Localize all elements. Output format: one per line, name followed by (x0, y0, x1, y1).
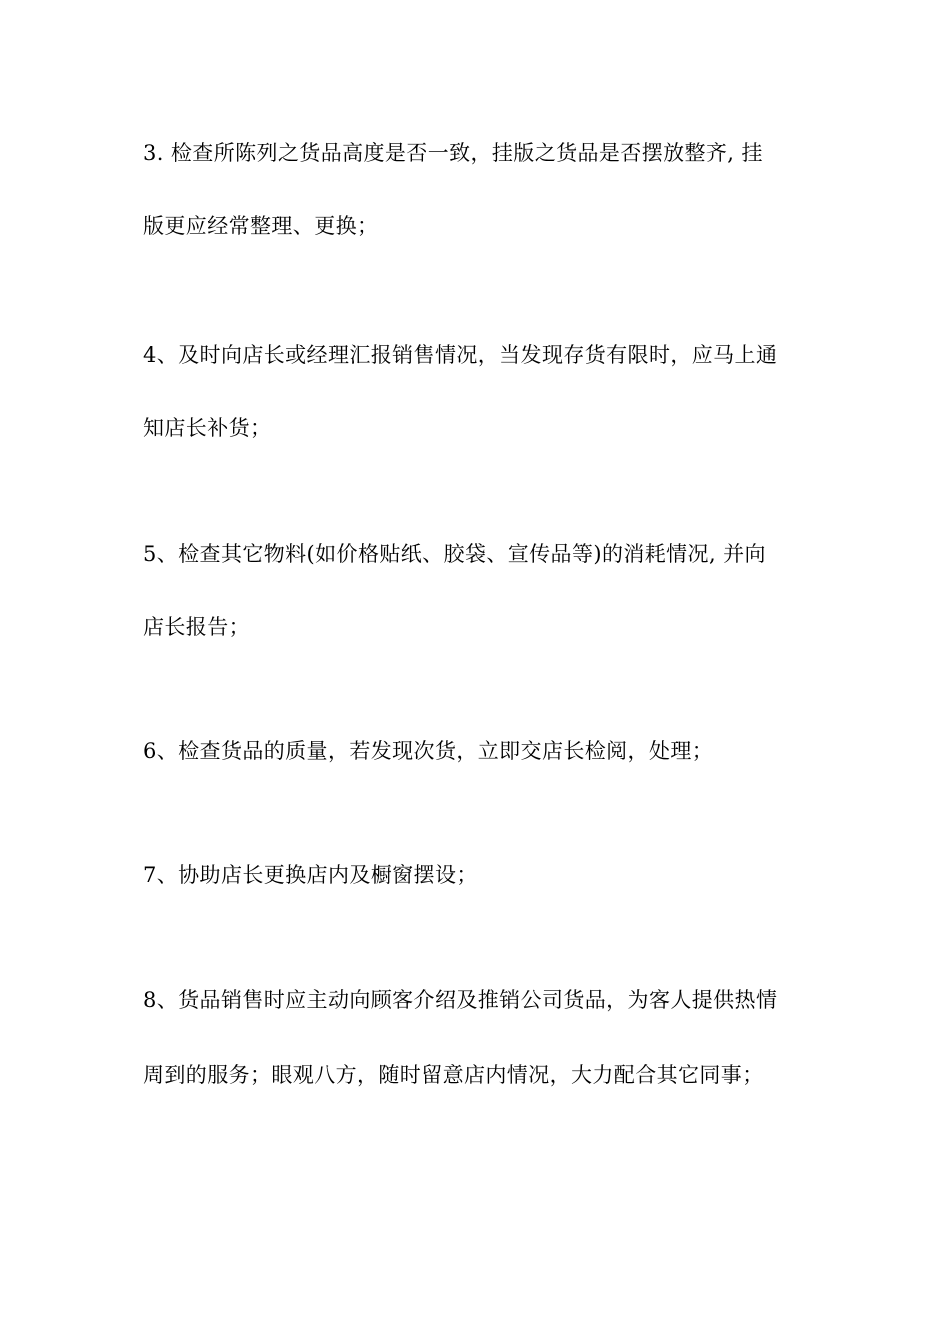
item-5-line-1: 5、检查其它物料(如价格贴纸、胶袋、宣传品等)的消耗情况, 并向 (143, 542, 766, 566)
item-8-line-1: 8、货品销售时应主动向顾客介绍及推销公司货品，为客人提供热情 (143, 988, 778, 1012)
item-4-line-2: 知店长补货； (143, 416, 272, 440)
item-4-line-1: 4、及时向店长或经理汇报销售情况，当发现存货有限时，应马上通 (143, 343, 778, 367)
item-6-line-1: 6、检查货品的质量，若发现次货，立即交店长检阅，处理； (143, 739, 714, 763)
item-7-line-1: 7、协助店长更换店内及橱窗摆设； (143, 863, 478, 887)
item-3-line-1: 3. 检查所陈列之货品高度是否一致，挂版之货品是否摆放整齐, 挂 (143, 141, 763, 165)
item-3-line-2: 版更应经常整理、更换； (143, 214, 379, 238)
item-5-line-2: 店长报告； (143, 615, 250, 639)
item-8-line-2: 周到的服务；眼观八方，随时留意店内情况，大力配合其它同事； (143, 1063, 764, 1087)
